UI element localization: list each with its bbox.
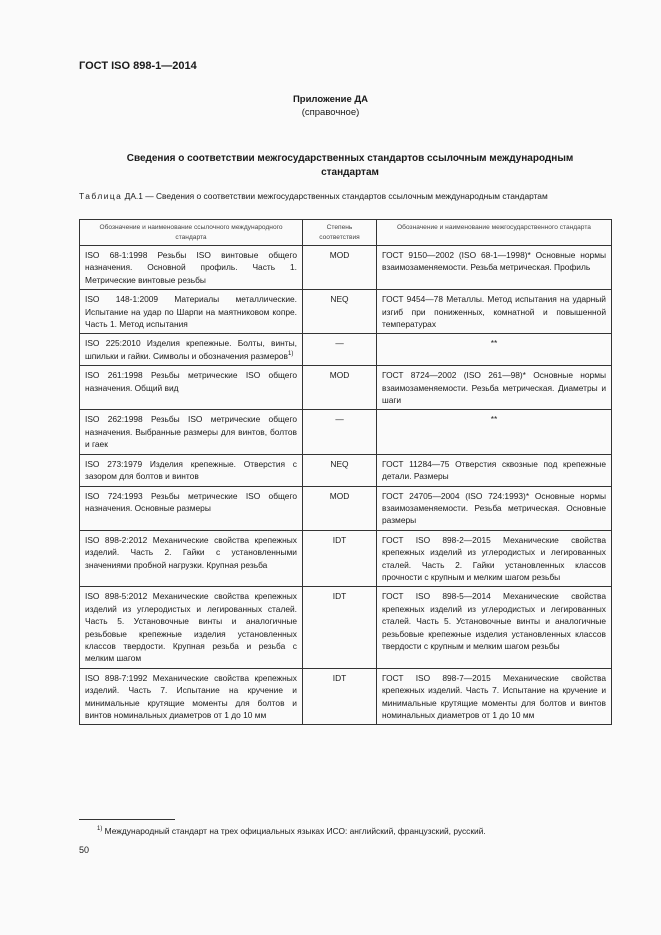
- section-title: Сведения о соответствии межгосударственных стандартов ссылочным международным стандартам: [126, 153, 574, 178]
- table-row: [80, 486, 612, 530]
- degree-cell: MOD: [303, 246, 377, 290]
- document-number: ГОСТ ISO 898-1—2014: [79, 60, 197, 72]
- interstate-standard-cell: ГОСТ 11284—75 Отверстия сквозные под крепежные детали. Размеры: [377, 454, 612, 486]
- degree-cell: IDT: [303, 587, 377, 668]
- intl-standard-cell: ISO 724:1993 Резьбы метрические ISO общего назначения. Основные размеры: [80, 486, 303, 530]
- table-caption: [79, 190, 599, 203]
- table-row: [80, 334, 612, 366]
- header-interstate-standard: Обозначение и наименование межгосударственного стандарта: [377, 220, 612, 246]
- intl-standard-text: ISO 225:2010 Изделия крепежные. Болты, винты, шпильки и гайки. Символы и обозначения размеров: [85, 338, 297, 361]
- intl-standard-cell: ISO 261:1998 Резьбы метрические ISO общего назначения. Общий вид: [80, 366, 303, 410]
- table-row: [80, 530, 612, 587]
- degree-cell: NEQ: [303, 454, 377, 486]
- degree-cell: NEQ: [303, 290, 377, 334]
- footnote: [97, 826, 486, 836]
- footnote-divider: [79, 819, 175, 820]
- interstate-standard-cell: ГОСТ ISO 898-7—2015 Механические свойства крепежных изделий. Часть 7. Испытание на кручение и минимальные крутящие моменты для болтов и винтов номинальных диаметров от 1 до 10 мм: [377, 668, 612, 725]
- intl-standard-cell: [80, 334, 303, 366]
- header-degree: Степень соответствия: [303, 220, 377, 246]
- appendix-subtitle: (справочное): [301, 107, 360, 118]
- intl-standard-cell: ISO 898-2:2012 Механические свойства крепежных изделий. Часть 2. Гайки с установленными значениями пробной нагрузки. Крупная резьба: [80, 530, 303, 587]
- degree-cell: IDT: [303, 530, 377, 587]
- page-number: 50: [79, 845, 90, 855]
- appendix-title: Приложение ДА: [292, 94, 369, 105]
- appendix-heading: [0, 93, 661, 119]
- degree-cell: —: [303, 410, 377, 454]
- interstate-standard-cell: **: [377, 410, 612, 454]
- interstate-standard-cell: ГОСТ ISO 898-2—2015 Механические свойства крепежных изделий из углеродистых и легированных сталей. Часть 2. Гайки установленных классов прочности с крупным и мелким шагом резьбы: [377, 530, 612, 587]
- footnote-text: Международный стандарт на трех официальных языках ИСО: английский, французский, русский.: [104, 826, 486, 836]
- table-row: [80, 290, 612, 334]
- degree-cell: IDT: [303, 668, 377, 725]
- intl-standard-cell: ISO 262:1998 Резьбы ISO метрические общего назначения. Выбранные размеры для винтов, болтов и гаек: [80, 410, 303, 454]
- footnote-ref: 1): [288, 351, 294, 358]
- interstate-standard-cell: ГОСТ 9454—78 Металлы. Метод испытания на ударный изгиб при пониженных, комнатной и повышенной температурах: [377, 290, 612, 334]
- interstate-standard-cell: ГОСТ 8724—2002 (ISO 261—98)* Основные нормы взаимозаменяемости. Резьба метрическая. Диаметры и шаги: [377, 366, 612, 410]
- intl-standard-cell: ISO 898-7:1992 Механические свойства крепежных изделий. Часть 7. Испытание на кручение и минимальные крутящие моменты для болтов и винтов номинальных диаметров от 1 до 10 мм: [80, 668, 303, 725]
- table-row: [80, 454, 612, 486]
- header-intl-standard: Обозначение и наименование ссылочного международного стандарта: [80, 220, 303, 246]
- table-row: [80, 246, 612, 290]
- degree-cell: MOD: [303, 366, 377, 410]
- degree-cell: MOD: [303, 486, 377, 530]
- intl-standard-cell: ISO 898-5:2012 Механические свойства крепежных изделий из углеродистых и легированных сталей. Часть 5. Установочные винты и аналогичные резьбовые крепежные изделия установленных классов твердости. Крупная резьба и резьба с мелким шагом: [80, 587, 303, 668]
- interstate-standard-cell: **: [377, 334, 612, 366]
- correspondence-table: [79, 219, 612, 725]
- interstate-standard-cell: ГОСТ ISO 898-5—2014 Механические свойства крепежных изделий из углеродистых и легированных сталей. Часть 5. Установочные винты и аналогичные резьбовые крепежные изделия установленных классов твердости с крупным и мелким шагом резьбы: [377, 587, 612, 668]
- table-row: [80, 668, 612, 725]
- intl-standard-cell: ISO 273:1979 Изделия крепежные. Отверстия с зазором для болтов и винтов: [80, 454, 303, 486]
- interstate-standard-cell: ГОСТ 9150—2002 (ISO 68-1—1998)* Основные нормы взаимозаменяемости. Резьба метрическая. Профиль: [377, 246, 612, 290]
- intl-standard-cell: ISO 148-1:2009 Материалы металлические. Испытание на удар по Шарпи на маятниковом копре. Часть 1. Метод испытания: [80, 290, 303, 334]
- table-row: [80, 366, 612, 410]
- intl-standard-cell: ISO 68-1:1998 Резьбы ISO винтовые общего назначения. Основной профиль. Часть 1. Метрические винтовые резьбы: [80, 246, 303, 290]
- table-row: [80, 587, 612, 668]
- degree-cell: —: [303, 334, 377, 366]
- table-header-row: [80, 220, 612, 246]
- footnote-mark: 1): [97, 826, 103, 833]
- table-row: [80, 410, 612, 454]
- table-caption-label: Таблица: [79, 191, 123, 201]
- table-caption-text: ДА.1 — Сведения о соответствии межгосударственных стандартов ссылочным международным стандартам: [124, 191, 548, 201]
- interstate-standard-cell: ГОСТ 24705—2004 (ISO 724:1993)* Основные нормы взаимозаменяемости. Резьба метрическая. Основные размеры: [377, 486, 612, 530]
